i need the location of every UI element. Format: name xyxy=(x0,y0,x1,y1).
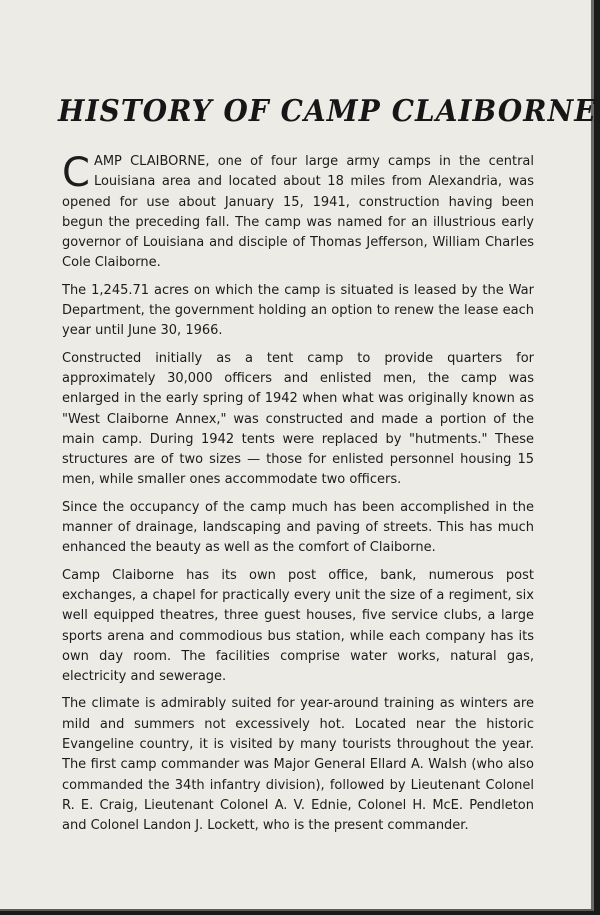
paragraph-3: Constructed initially as a tent camp to provide quarters for approximately 30,000 officers and enlisted men, the camp was enlarged in the early spring of 1942 when what was originally known as "West Claiborne Annex," was constructed and made a portion of the main camp. During 1942 tents were replaced by "hutments." These structures are of two sizes — those for enlisted personnel housing 15 men, while smaller ones accommodate two officers. xyxy=(62,350,534,488)
paragraph-6: The climate is admirably suited for year-around training as winters are mild and summers not excessively hot. Located near the historic Evangeline country, it is visited by many tourists throughout the year. The first camp commander was Major General Ellard A. Walsh (who also commanded the 34th infantry division), followed by Lieutenant Colonel R. E. Craig, Lieutenant Colonel A. V. Ednie, Colonel H. McE. Pendleton and Colonel Landon J. Lockett, who is the present commander. xyxy=(62,696,534,834)
article-body xyxy=(62,152,534,844)
page-title: HISTORY OF CAMP CLAIBORNE xyxy=(58,94,597,129)
paragraph-1 xyxy=(62,152,534,274)
paragraph-5: Camp Claiborne has its own post office, bank, numerous post exchanges, a chapel for practically every unit the size of a regiment, six well equipped theatres, three guest houses, five service clubs, a large sports arena and commodious bus station, while each company has its own day room. The facilities comprise water works, natural gas, electricity and sewerage. xyxy=(62,567,534,685)
paragraph-lead: AMP CLAIBORNE, xyxy=(93,154,210,169)
paragraph-4: Since the occupancy of the camp much has been accomplished in the manner of drainage, landscaping and paving of streets. This has much enhanced the beauty as well as the comfort of Claiborne. xyxy=(62,499,534,556)
drop-cap: C xyxy=(62,150,90,196)
paragraph-text: one of four large army camps in the central Louisiana area and located about 18 miles from Alexandria, was opened for use about January 15, 1941, construction having been begun the preceding fall. The camp was named for an illustrious early governor of Louisiana and disciple of Thomas Jefferson, William Charles Cole Claiborne. xyxy=(62,154,535,271)
paragraph-2: The 1,245.71 acres on which the camp is situated is leased by the War Department, the government holding an option to renew the lease each year until June 30, 1966. xyxy=(62,282,534,339)
